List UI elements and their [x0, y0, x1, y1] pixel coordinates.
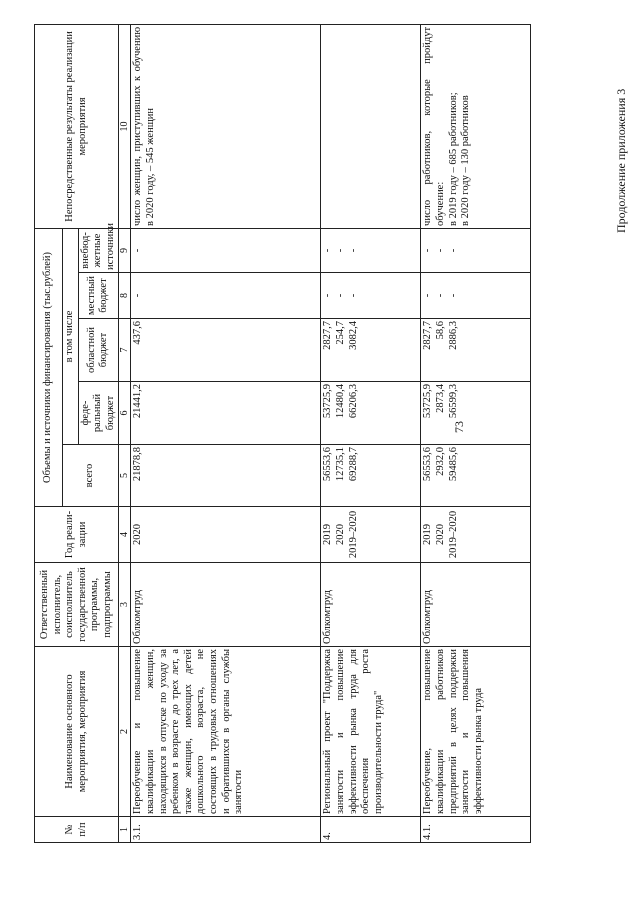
header-funding: Объемы и источники финансирования (тыс.рублей)	[35, 228, 63, 506]
row-year: 2019 2020 2019–2020	[421, 507, 531, 563]
header-federal: феде-ральный бюджет	[78, 382, 119, 445]
row-local: -	[131, 273, 321, 319]
table-row	[321, 24, 421, 842]
row-total: 56553,6 12735,1 69288,7	[321, 445, 421, 507]
header-year: Год реали-зации	[35, 507, 119, 563]
header-including: в том числе	[63, 228, 79, 444]
row-extra: - - -	[421, 228, 531, 272]
col-number: 9	[119, 228, 131, 272]
col-number: 6	[119, 382, 131, 445]
row-name: Переобучение и повышение квалификации женщин, находящихся в отпуске по уходу за ребенком в возрасте до трех лет, а также женщин, имеющих детей дошкольного возраста, не состоящих в трудовых отношениях и обратившихся в органы службы занятости	[131, 647, 321, 817]
row-federal: 21441,2	[131, 382, 321, 445]
row-local: - - -	[321, 273, 421, 319]
row-executor: Облкомтруд	[421, 563, 531, 647]
table-row	[131, 24, 321, 842]
program-table	[34, 24, 531, 843]
column-numbers-row	[119, 24, 131, 842]
page-number: 73	[452, 421, 466, 433]
header-regional: областной бюджет	[78, 319, 119, 382]
col-number: 8	[119, 273, 131, 319]
row-federal: 53725,9 12480,4 66206,3	[321, 382, 421, 445]
col-number: 5	[119, 445, 131, 507]
row-regional: 2827,7 254,7 3082,4	[321, 319, 421, 382]
row-num: 4.	[321, 817, 421, 843]
row-result	[321, 24, 421, 228]
header-executor: Ответственный исполнитель, соисполнитель государственной программы, подпрограммы	[35, 563, 119, 647]
row-extra: -	[131, 228, 321, 272]
header-results: Непосредственные результаты реализации мероприятия	[35, 24, 119, 228]
row-result: число работников, которые пройдут обучение: в 2019 году – 685 работников; в 2020 году – 130 работников	[421, 24, 531, 228]
row-regional: 437,6	[131, 319, 321, 382]
table-row	[421, 24, 531, 842]
row-regional: 2827,7 58,6 2886,3	[421, 319, 531, 382]
row-result: число женщин, приступивших к обучению в 2020 году, – 545 женщин	[131, 24, 321, 228]
row-total: 56553,6 2932,0 59485,6	[421, 445, 531, 507]
row-extra: - - -	[321, 228, 421, 272]
row-executor: Облкомтруд	[321, 563, 421, 647]
header-num: № п/п	[35, 817, 119, 843]
col-number: 2	[119, 647, 131, 817]
row-year: 2019 2020 2019–2020	[321, 507, 421, 563]
col-number: 1	[119, 817, 131, 843]
header-name: Наименование основного мероприятия, мероприятия	[35, 647, 119, 817]
col-number: 3	[119, 563, 131, 647]
col-number: 10	[119, 24, 131, 228]
header-local: местный бюджет	[78, 273, 119, 319]
row-year: 2020	[131, 507, 321, 563]
row-federal: 53725,9 2873,4 56599,3	[421, 382, 531, 445]
col-number: 7	[119, 319, 131, 382]
row-name: Переобучение, повышение квалификации работников предприятий в целях поддержки занятости и повышения эффективности рынка труда	[421, 647, 531, 817]
continuation-label: Продолжение приложения 3	[614, 88, 628, 233]
row-total: 21878,8	[131, 445, 321, 507]
header-extra: внебюд-жетные источники	[78, 228, 119, 272]
header-total: всего	[63, 445, 119, 507]
row-executor: Облкомтруд	[131, 563, 321, 647]
row-num: 4.1.	[421, 817, 531, 843]
row-name: Региональный проект "Поддержка занятости и повышение эффективности рынка труда для обеспечения роста производительности труда"	[321, 647, 421, 817]
row-num: 3.1.	[131, 817, 321, 843]
col-number: 4	[119, 507, 131, 563]
row-local: - - -	[421, 273, 531, 319]
